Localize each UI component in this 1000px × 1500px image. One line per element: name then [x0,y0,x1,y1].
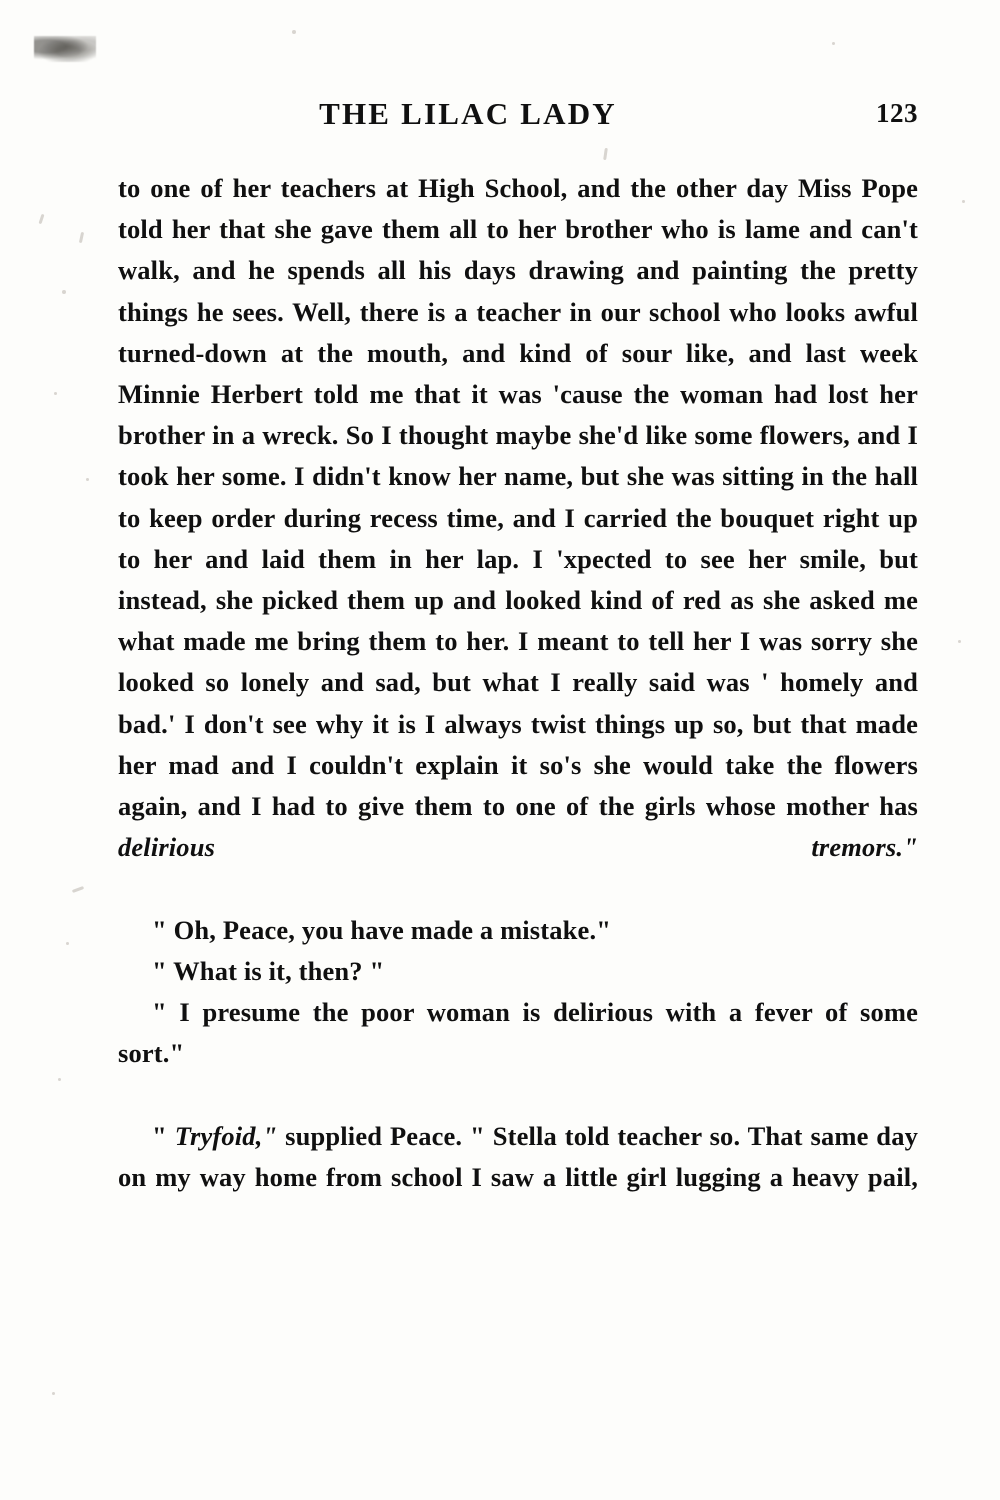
speckle [79,232,84,243]
page-header [118,96,918,134]
paragraph-4-text: " I presume the poor woman is delirious with a fever of some sort." [118,997,918,1069]
speckle [962,200,965,203]
scan-smudge [34,36,96,62]
paragraph-3-text: " What is it, then? " [152,955,385,986]
speckle [54,392,57,395]
speckle [832,42,835,45]
speckle [39,214,45,224]
speckle [958,640,961,643]
speckle [62,290,66,294]
paragraph-1 [118,168,918,910]
paragraph-2-text: " Oh, Peace, you have made a mistake." [152,914,612,945]
paragraph-1-italic-phrase: delirious tremors." [118,832,918,863]
page-body [118,168,918,1239]
speckle [292,30,296,34]
speckle [66,942,69,945]
running-title: THE LILAC LADY [319,96,617,131]
speckle [58,1078,61,1081]
paragraph-2 [118,910,918,951]
page-number: 123 [876,98,918,128]
paragraph-1-text: to one of her teachers at High School, and the other day Miss Pope told her that she gave them all to her brother who is lame and can't walk, and he spends all his days drawing and painting the pretty things he sees. Well, there is a teacher in our school who looks awful turned-down at the mouth, and kind of sour like, and last week Minnie Herbert told me that it was 'cause the woman had lost her brother in a wreck. So I thought maybe she'd like some flowers, and I took her some. I didn't know her name, but she was sitting in the hall to keep order during recess time, and I carried the bouquet right up to her and laid them in her lap. I 'xpected to see her smile, but instead, she picked them up and looked kind of red as she asked me what made me bring them to her. I meant to tell her I was sorry she looked so lonely and sad, but what I really said was ' homely and bad.' I don't see why it is I always twist things up so, but that made her mad and I couldn't explain it so's she would take the flowers again, and I had to give them to one of the girls whose mother has [118,173,918,822]
paragraph-5 [118,1116,918,1240]
paragraph-4 [118,992,918,1116]
paragraph-5-italic-word: Tryfoid," [174,1120,278,1151]
speckle [603,148,608,160]
speckle [86,478,89,481]
speckle [52,1392,55,1395]
paragraph-5-lead-quote: " [152,1120,175,1151]
speckle [72,886,84,893]
paragraph-3 [118,951,918,992]
paragraph-5-text: supplied Peace. " Stella told teacher so. That same day on my way home from school I saw a little girl lugging a heavy pail, [118,1120,918,1192]
